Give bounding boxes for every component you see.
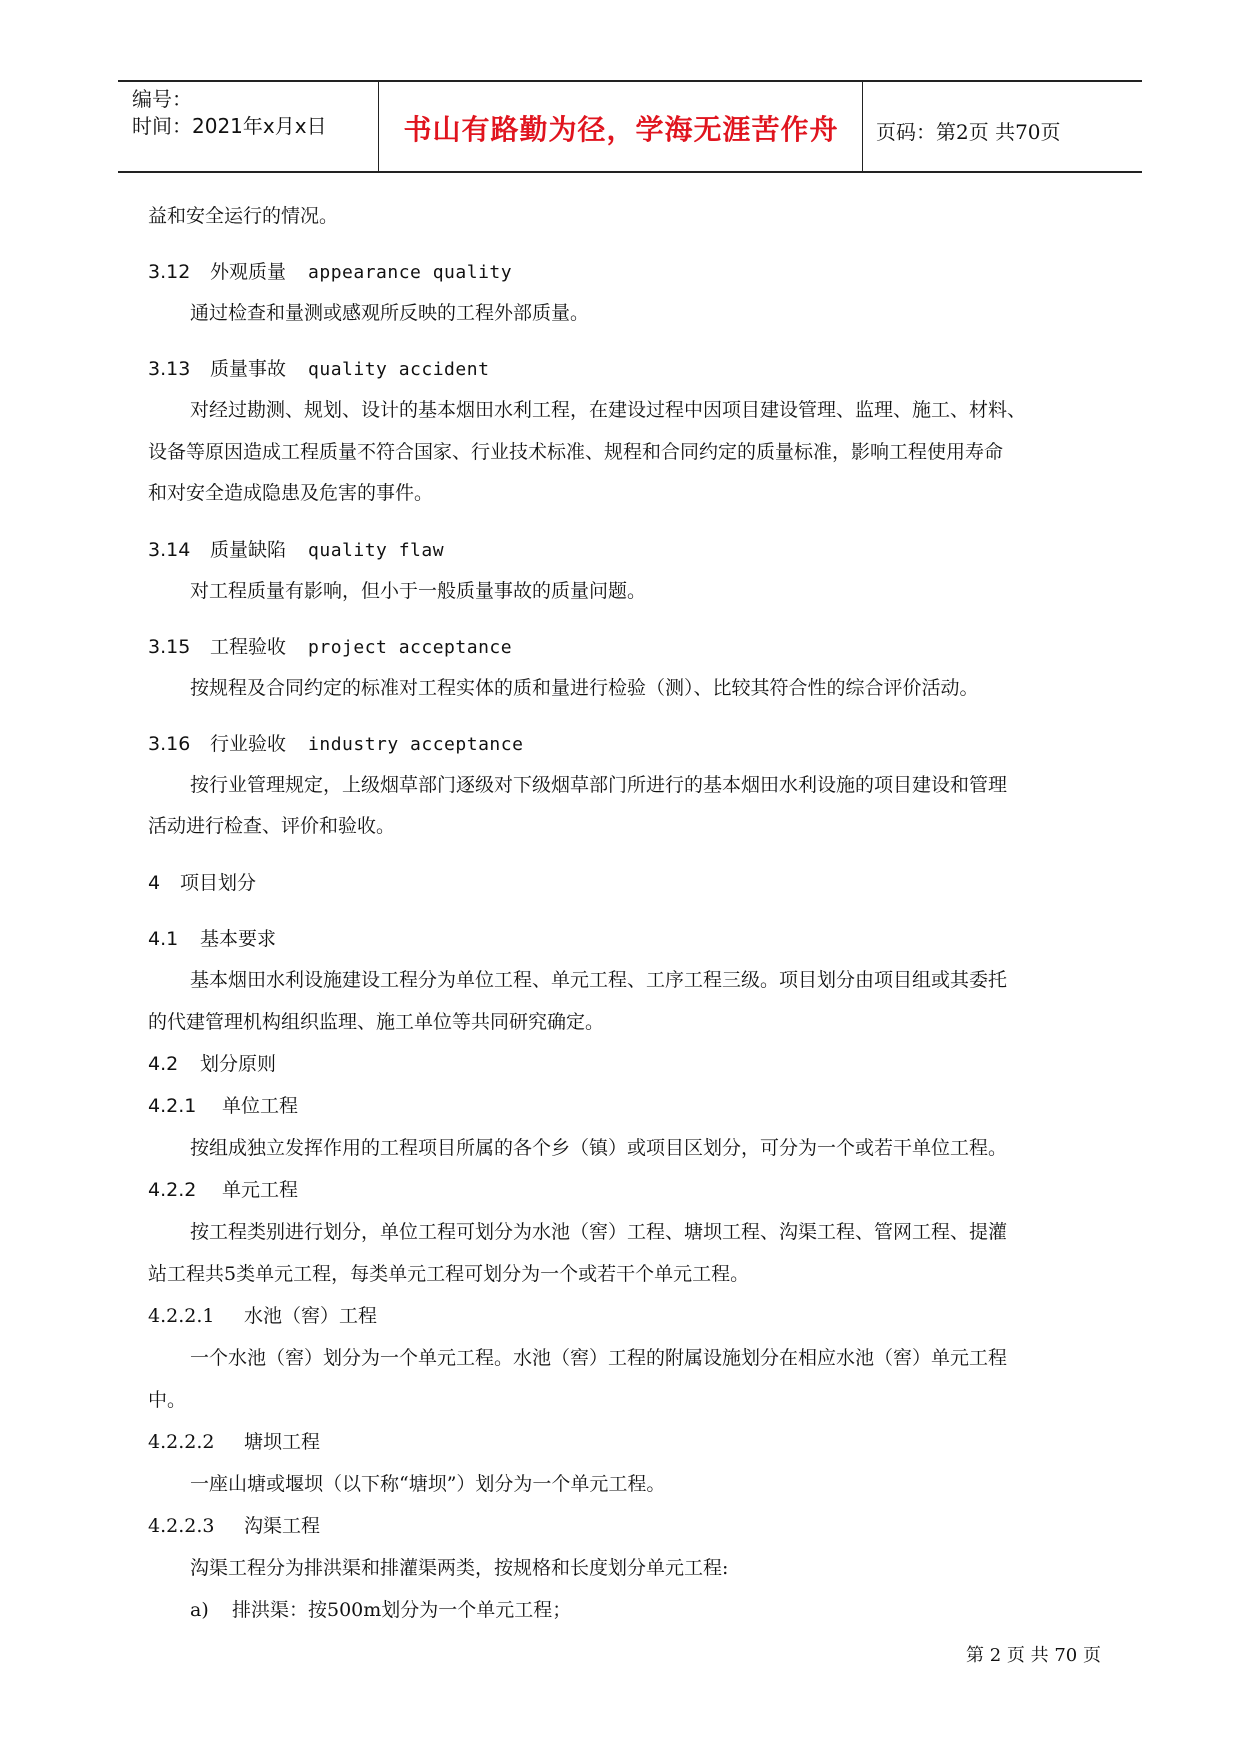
header-motto: 书山有路勤为径，学海无涯苦作舟 [403,113,839,146]
paragraph-line: 的代建管理机构组织监理、施工单位等共同研究确定。 [148,1011,605,1033]
section-number: 4.2 [148,1053,179,1075]
section-number: 3.14 [148,539,191,561]
list-item [190,1597,571,1623]
paragraph-line: 站工程共5类单元工程，每类单元工程可划分为一个或若干个单元工程。 [148,1263,750,1285]
section-title: 塘坝工程 [244,1431,321,1453]
list-item-text: 排洪渠：按500m划分为一个单元工程； [232,1599,572,1621]
section-title: 沟渠工程 [244,1515,321,1537]
section-title: 基本要求 [200,928,277,950]
section-title: 质量事故 [210,358,287,380]
section-number: 3.15 [148,636,191,658]
page-footer: 第 2 页 共 70 页 [966,1645,1101,1666]
section-heading-3-15 [148,634,512,661]
section-title: 外观质量 [210,261,287,283]
section-number: 4.2.1 [148,1095,197,1117]
section-title: 水池（窖）工程 [244,1305,378,1327]
paragraph-line: 和对安全造成隐患及危害的事件。 [148,482,434,504]
header-page-info: 页码：第2页 共70页 [876,120,1061,144]
section-title-en: industry acceptance [308,734,524,755]
section-title: 单位工程 [222,1095,299,1117]
section-number: 4.1 [148,928,179,950]
paragraph-line: 一座山塘或堰坝（以下称“塘坝”）划分为一个单元工程。 [190,1473,666,1495]
time-label: 时间：2021年x月x日 [132,114,327,138]
paragraph-line: 一个水池（窖）划分为一个单元工程。水池（窖）工程的附属设施划分在相应水池（窖）单元工程 [190,1347,1008,1369]
paragraph-line: 中。 [148,1389,187,1411]
section-heading-4-2-2-1 [148,1303,377,1329]
header-divider [378,82,379,171]
section-heading-4-2 [148,1051,298,1077]
paragraph-line: 通过检查和量测或感观所反映的工程外部质量。 [190,302,590,324]
paragraph-line: 活动进行检查、评价和验收。 [148,815,396,837]
section-title-en: project acceptance [308,637,513,658]
section-heading-4-1 [148,926,298,952]
section-heading-4-2-1 [148,1093,320,1119]
section-heading-3-13 [148,356,489,383]
section-heading-4-2-2 [148,1177,320,1203]
code-label: 编号： [132,87,192,111]
paragraph-line: 按组成独立发挥作用的工程项目所属的各个乡（镇）或项目区划分，可分为一个或若干单位工程。 [190,1137,1008,1159]
section-number: 3.12 [148,261,191,283]
section-title-en: quality flaw [308,540,445,561]
section-title-en: quality accident [308,359,490,380]
section-title: 质量缺陷 [210,539,287,561]
list-marker: a) [190,1599,209,1621]
section-heading-4 [148,870,278,896]
section-number: 4.2.2.2 [148,1431,215,1453]
paragraph-line: 对工程质量有影响，但小于一般质量事故的质量问题。 [190,580,647,602]
paragraph-line: 按规程及合同约定的标准对工程实体的质和量进行检验（测）、比较其符合性的综合评价活动。 [190,677,979,699]
section-number: 4.2.2 [148,1179,197,1201]
section-number: 4.2.2.1 [148,1305,215,1327]
section-heading-3-12 [148,259,512,286]
section-title: 项目划分 [180,872,257,894]
paragraph-line: 沟渠工程分为排洪渠和排灌渠两类，按规格和长度划分单元工程: [190,1557,729,1579]
header-meta [132,86,327,140]
paragraph-line: 对经过勘测、规划、设计的基本烟田水利工程，在建设过程中因项目建设管理、监理、施工、材料、 [190,399,1027,421]
header-divider [862,82,863,171]
section-number: 4 [148,872,161,894]
section-title-en: appearance quality [308,262,513,283]
section-number: 3.13 [148,358,191,380]
section-number: 4.2.2.3 [148,1515,215,1537]
page-header [118,80,1142,173]
section-title: 行业验收 [210,733,287,755]
paragraph-line: 按行业管理规定，上级烟草部门逐级对下级烟草部门所进行的基本烟田水利设施的项目建设和管理 [190,774,1008,796]
section-heading-4-2-2-3 [148,1513,320,1539]
section-heading-3-14 [148,537,444,564]
section-heading-4-2-2-2 [148,1429,320,1455]
section-title: 单元工程 [222,1179,299,1201]
paragraph-line: 益和安全运行的情况。 [148,205,339,227]
paragraph-line: 基本烟田水利设施建设工程分为单位工程、单元工程、工序工程三级。项目划分由项目组或其委托 [190,969,1008,991]
paragraph-line: 设备等原因造成工程质量不符合国家、行业技术标准、规程和合同约定的质量标准，影响工程使用寿命 [148,441,1004,463]
section-title: 划分原则 [200,1053,277,1075]
paragraph-line: 按工程类别进行划分，单位工程可划分为水池（窖）工程、塘坝工程、沟渠工程、管网工程、提灌 [190,1221,1008,1243]
section-number: 3.16 [148,733,191,755]
section-title: 工程验收 [210,636,287,658]
section-heading-3-16 [148,731,523,758]
